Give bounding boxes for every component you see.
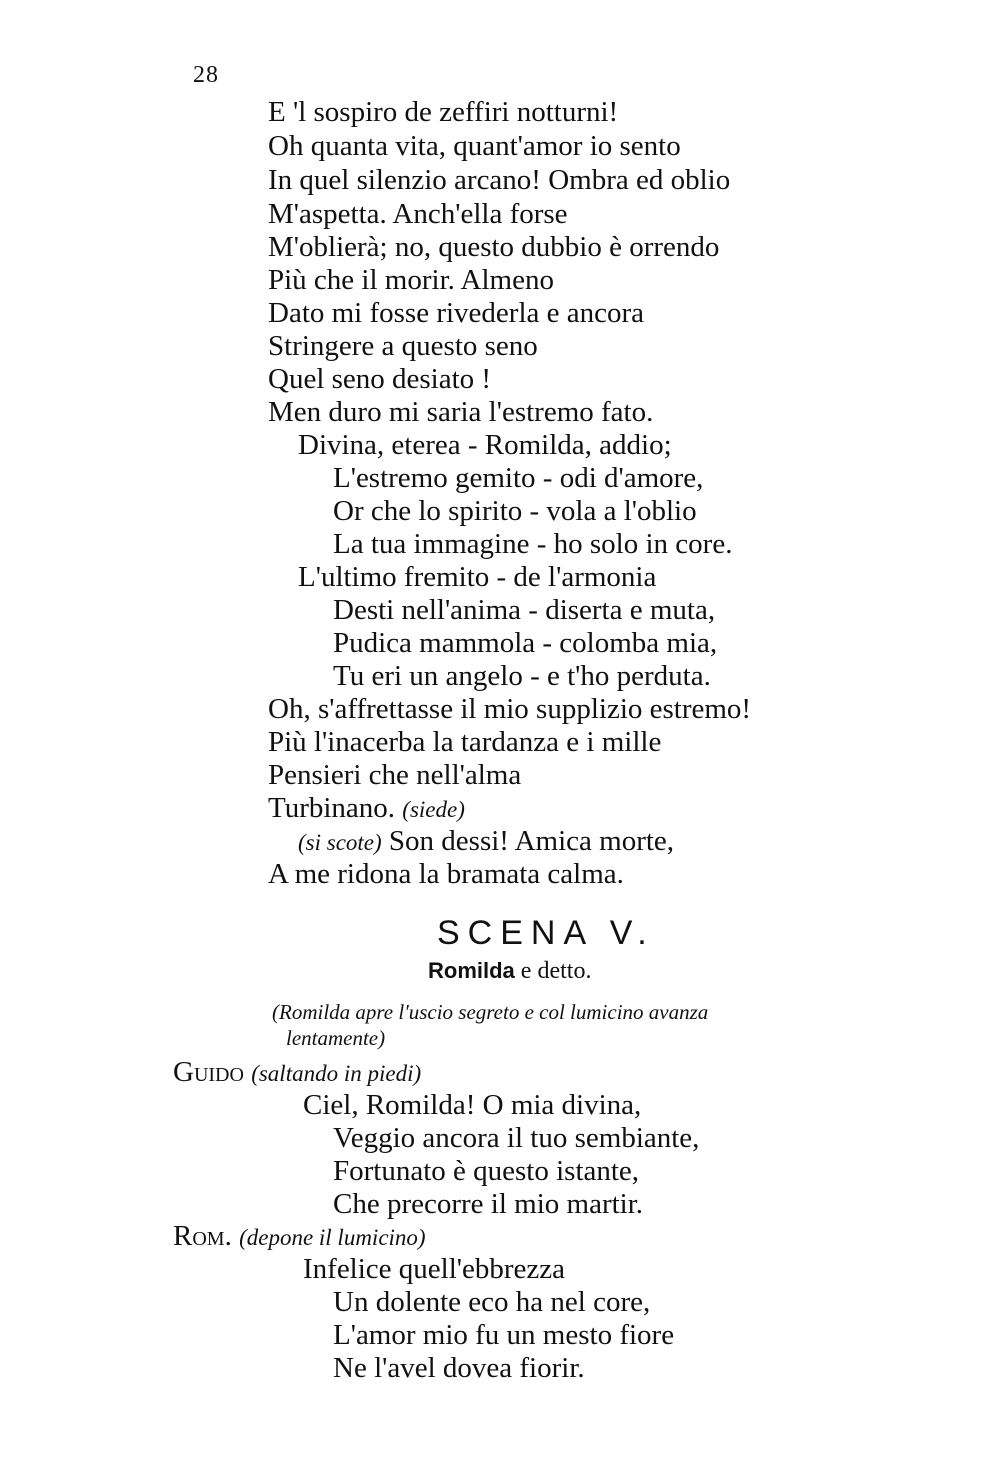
verse-text: Son dessi! Amica morte, [388,825,675,857]
stage-direction: lentamente) [286,1026,386,1050]
aria-line: Ciel, Romilda! O mia divina, [303,1089,642,1121]
aria-line: Ne l'avel dovea fiorir. [333,1352,585,1384]
verse-line: M'oblierà; no, questo dubbio è orrendo [268,231,720,263]
song-line: L'ultimo fremito - de l'armonia [298,561,657,593]
aria-line: Che precorre il mio martir. [333,1188,644,1220]
song-line: L'estremo gemito - odi d'amore, [333,462,704,494]
stage-direction: (Romilda apre l'uscio segreto e col lumicino avanza [272,1000,709,1024]
song-line: Tu eri un angelo - e t'ho perduta. [333,660,711,692]
verse-line: Più l'inacerba la tardanza e i mille [268,726,662,758]
aria-line: Veggio ancora il tuo sembiante, [333,1122,700,1154]
verse-line: A me ridona la bramata calma. [268,858,624,890]
aria-line: Infelice quell'ebbrezza [303,1253,566,1285]
page-number: 28 [193,62,219,88]
song-line: Pudica mammola - colomba mia, [333,627,718,659]
verse-line: Pensieri che nell'alma [268,759,522,791]
verse-line [268,792,465,826]
verse-line: Men duro mi saria l'estremo fato. [268,396,654,428]
speaker-name: Rom. [173,1220,232,1252]
aria-line: L'amor mio fu un mesto fiore [333,1319,675,1351]
verse-line: E 'l sospiro de zeffiri notturni! [268,96,619,128]
song-line: Desti nell'anima - diserta e muta, [333,594,716,626]
verse-line: Oh, s'affrettasse il mio supplizio estremo! [268,693,752,725]
character-name: Romilda [428,958,515,983]
aria-line: Fortunato è questo istante, [333,1155,640,1187]
stage-direction: (siede) [402,797,465,822]
verse-line: Oh quanta vita, quant'amor io sento [268,130,681,162]
speaker-name: Guido [173,1056,244,1088]
scene-title: SCENA V. [437,914,655,952]
verse-line: Quel seno desiato ! [268,363,492,395]
speaker-line [173,1220,426,1254]
verse-line: M'aspetta. Anch'ella forse [268,198,568,230]
character-suffix: e detto. [520,958,592,984]
verse-line: Stringere a questo seno [268,330,538,362]
song-line: Divina, eterea - Romilda, addio; [298,429,672,461]
speaker-line [173,1056,421,1090]
verse-line [298,825,674,859]
stage-direction: (depone il lumicino) [239,1225,426,1250]
verse-text: Turbinano. [268,792,396,824]
song-line: La tua immagine - ho solo in core. [333,528,733,560]
stage-direction: (saltando in piedi) [251,1061,422,1086]
verse-line: Dato mi fosse rivederla e ancora [268,297,645,329]
aria-line: Un dolente eco ha nel core, [333,1286,651,1318]
verse-line: In quel silenzio arcano! Ombra ed oblio [268,164,731,196]
scene-characters [428,958,591,985]
song-line: Or che lo spirito - vola a l'oblio [333,495,697,527]
stage-direction: (si scote) [298,830,382,855]
verse-line: Più che il morir. Almeno [268,264,554,296]
